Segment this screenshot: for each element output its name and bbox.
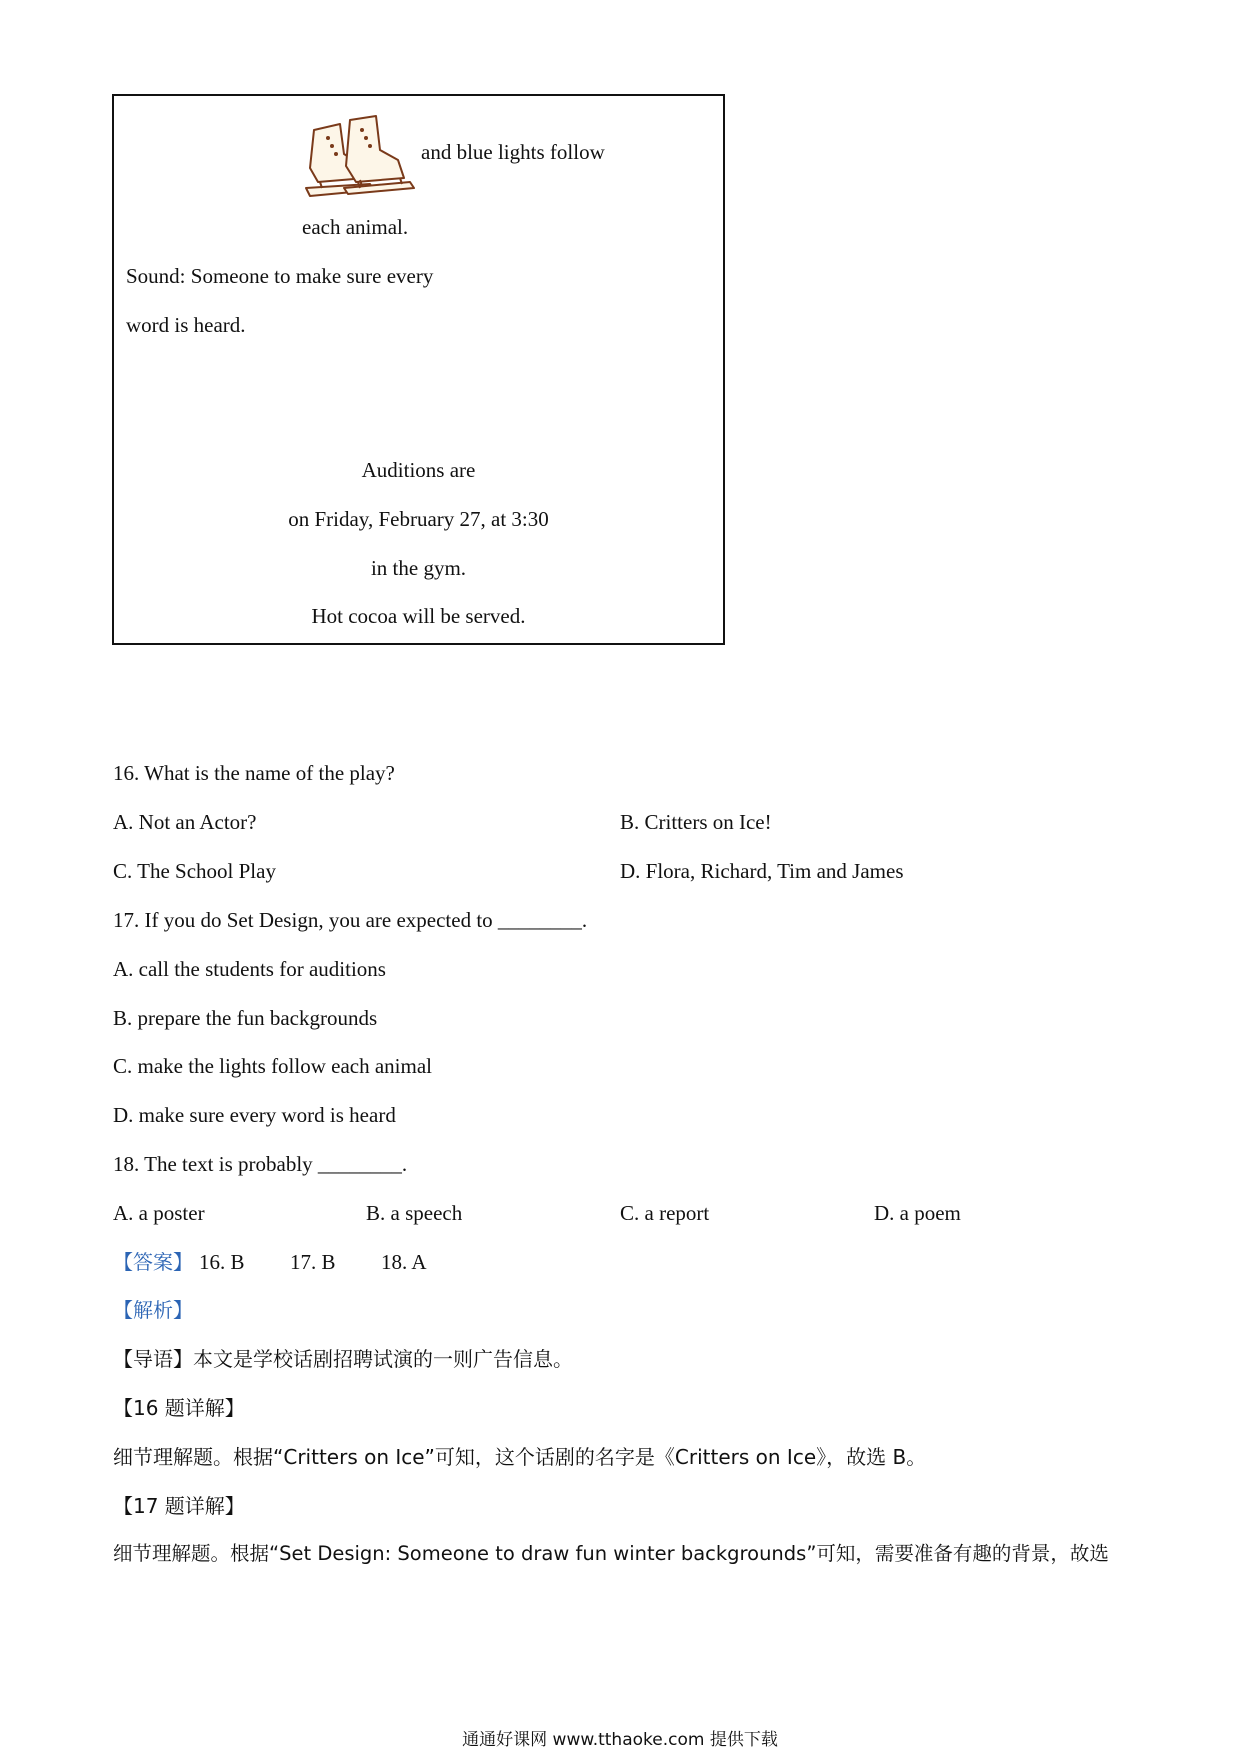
question-17-option-d: D. make sure every word is heard	[113, 1103, 396, 1127]
question-18-stem: 18. The text is probably ________.	[113, 1152, 408, 1176]
question-18-option-d: D. a poem	[874, 1201, 961, 1225]
question-16-option-d: D. Flora, Richard, Tim and James	[620, 859, 904, 883]
poster-auditions-3: in the gym.	[370, 556, 467, 580]
analysis-17-heading: 【17 题详解】	[113, 1494, 245, 1518]
question-18-option-b: B. a speech	[366, 1201, 463, 1225]
question-16-option-a: A. Not an Actor?	[113, 810, 257, 834]
poster-line-2: each animal.	[302, 215, 409, 239]
question-16-option-c: C. The School Play	[113, 859, 276, 883]
question-17-option-c: C. make the lights follow each animal	[113, 1054, 432, 1078]
poster-auditions-1: Auditions are	[361, 458, 476, 482]
analysis-label: 【解析】	[113, 1298, 193, 1322]
question-17-option-a: A. call the students for auditions	[113, 957, 386, 981]
answer-16: 16. B	[199, 1250, 245, 1274]
poster-auditions-4: Hot cocoa will be served.	[311, 604, 526, 628]
question-16-stem: 16. What is the name of the play?	[113, 761, 395, 785]
question-16-option-b: B. Critters on Ice!	[620, 810, 772, 834]
ice-skates-icon	[300, 108, 418, 212]
question-17-stem: 17. If you do Set Design, you are expected to ________.	[113, 908, 588, 932]
answer-label: 【答案】	[113, 1250, 193, 1274]
analysis-17-text: 细节理解题。根据“Set Design: Someone to draw fun winter backgrounds”可知，需要准备有趣的背景，故选	[113, 1542, 1109, 1565]
poster-line-1: and blue lights follow	[421, 140, 605, 164]
analysis-16-text: 细节理解题。根据“Critters on Ice”可知，这个话剧的名字是《Critters on Ice》，故选 B。	[113, 1445, 927, 1469]
answer-18: 18. A	[381, 1250, 427, 1274]
poster-auditions-2: on Friday, February 27, at 3:30	[288, 507, 549, 531]
question-17-option-b: B. prepare the fun backgrounds	[113, 1006, 378, 1030]
poster-line-3: Sound: Someone to make sure every	[126, 264, 434, 288]
analysis-16-heading: 【16 题详解】	[113, 1396, 245, 1420]
poster-line-4: word is heard.	[126, 313, 246, 337]
page-footer: 通通好课网 www.tthaoke.com 提供下载	[462, 1730, 778, 1750]
question-18-option-c: C. a report	[620, 1201, 710, 1225]
answer-17: 17. B	[290, 1250, 336, 1274]
analysis-intro: 【导语】本文是学校话剧招聘试演的一则广告信息。	[113, 1347, 573, 1371]
question-18-option-a: A. a poster	[113, 1201, 205, 1225]
